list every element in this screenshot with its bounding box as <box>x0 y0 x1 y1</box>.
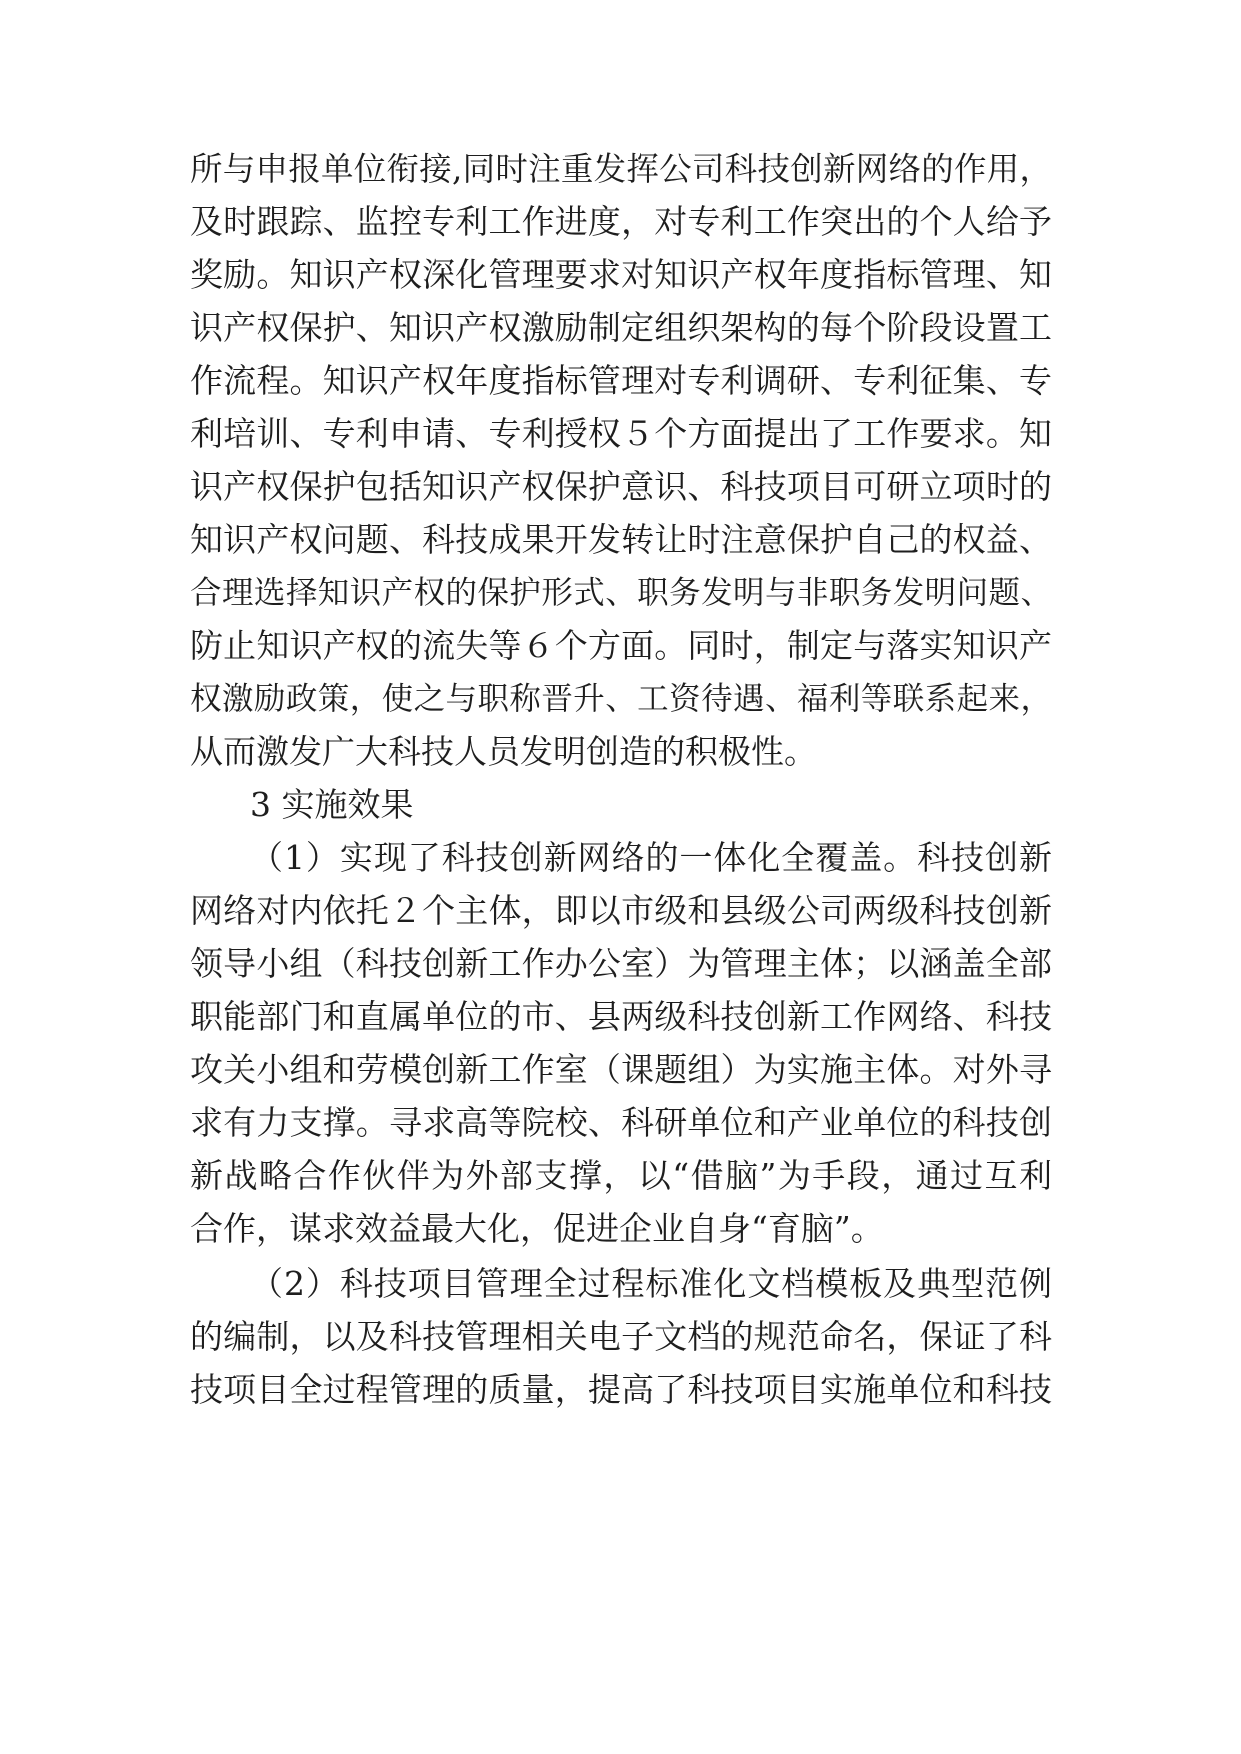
paragraph-line: 所与申报单位衔接,同时注重发挥公司科技创新网络的作用， <box>190 150 1052 188</box>
paragraph-line: 从而激发广大科技人员发明创造的积极性。 <box>190 732 817 771</box>
paragraph-line: 利培训、专利申请、专利授权５个方面提出了工作要求。知 <box>190 414 1052 453</box>
paragraph-line: 领导小组（科技创新工作办公室）为管理主体；以涵盖全部 <box>190 944 1052 983</box>
paragraph-line: （1）实现了科技创新网络的一体化全覆盖。科技创新 <box>250 838 1052 877</box>
paragraph-line: 合理选择知识产权的保护形式、职务发明与非职务发明问题、 <box>190 575 1052 611</box>
paragraph-line: 奖励。知识产权深化管理要求对知识产权年度指标管理、知 <box>190 255 1052 294</box>
paragraph-line: 知识产权问题、科技成果开发转让时注意保护自己的权益、 <box>190 520 1052 559</box>
section-heading: 3 实施效果 <box>250 785 414 824</box>
paragraph-line: 新战略合作伙伴为外部支撑，以“借脑”为手段，通过互利 <box>190 1156 1052 1195</box>
paragraph-line: 作流程。知识产权年度指标管理对专利调研、专利征集、专 <box>190 361 1052 400</box>
paragraph-line: 及时跟踪、监控专利工作进度，对专利工作突出的个人给予 <box>190 202 1052 241</box>
paragraph-line: 网络对内依托２个主体，即以市级和县级公司两级科技创新 <box>190 891 1052 930</box>
paragraph-line: 权激励政策，使之与职称晋升、工资待遇、福利等联系起来， <box>190 681 1052 717</box>
paragraph-line: 的编制，以及科技管理相关电子文档的规范命名，保证了科 <box>190 1317 1052 1356</box>
paragraph-line: 识产权保护、知识产权激励制定组织架构的每个阶段设置工 <box>190 308 1052 347</box>
paragraph-line: （2）科技项目管理全过程标准化文档模板及典型范例 <box>250 1264 1052 1303</box>
paragraph-line: 技项目全过程管理的质量，提高了科技项目实施单位和科技 <box>190 1370 1052 1409</box>
paragraph-line: 合作，谋求效益最大化，促进企业自身“育脑”。 <box>190 1209 884 1248</box>
paragraph-line: 识产权保护包括知识产权保护意识、科技项目可研立项时的 <box>190 467 1052 506</box>
paragraph-line: 防止知识产权的流失等６个方面。同时，制定与落实知识产 <box>190 626 1052 665</box>
paragraph-line: 攻关小组和劳模创新工作室（课题组）为实施主体。对外寻 <box>190 1050 1052 1089</box>
paragraph-line: 职能部门和直属单位的市、县两级科技创新工作网络、科技 <box>190 997 1052 1036</box>
paragraph-line: 求有力支撑。寻求高等院校、科研单位和产业单位的科技创 <box>190 1103 1052 1142</box>
